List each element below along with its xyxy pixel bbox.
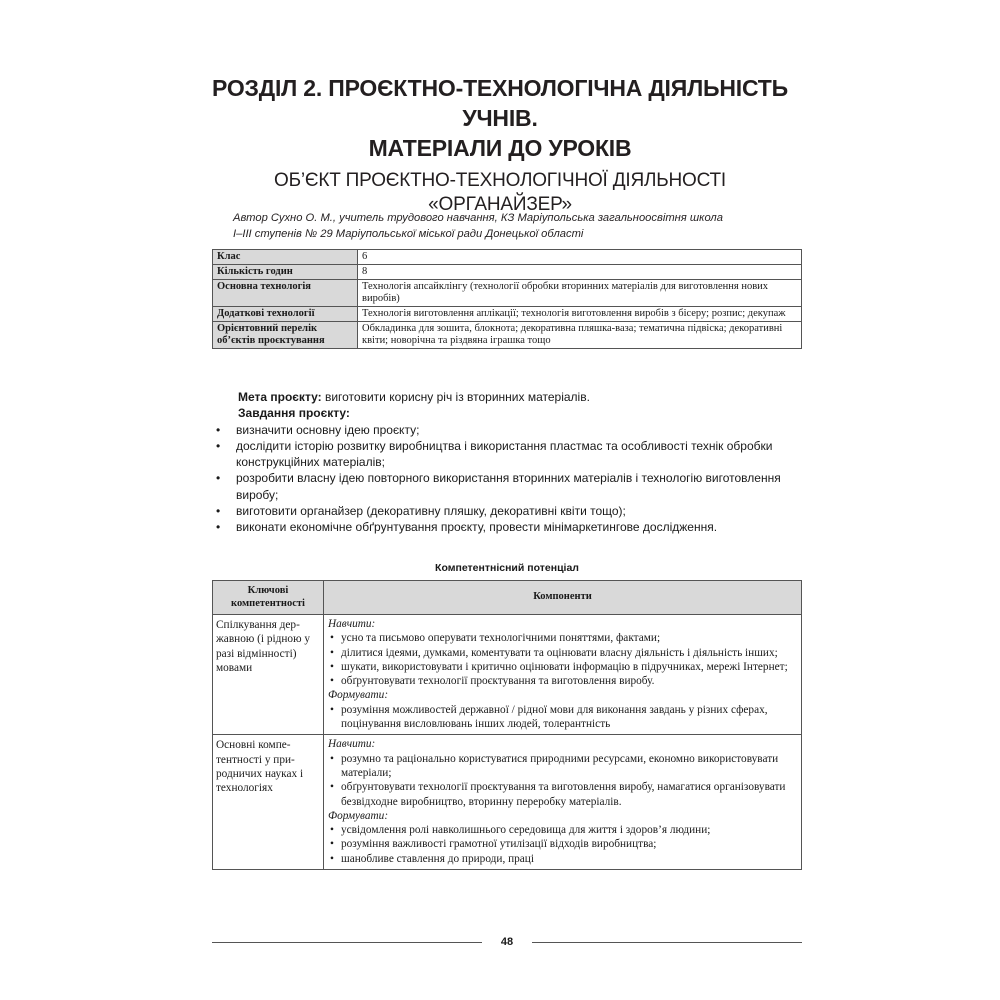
bullet-icon: • [330,632,334,645]
component-text: обґрунтовувати технології проєктування та виготовлення виробу, намагатися організовувати безвідходне виробництво, вторинну переробку матеріалів. [341,781,786,808]
form-list [328,703,797,732]
bullet-icon: • [216,422,221,437]
component-item [328,752,797,781]
tasks-list [212,422,806,536]
section-title [200,73,800,163]
info-row-additional-technologies [213,307,802,322]
task-item [212,422,806,438]
project-info-table [212,249,802,349]
component-text: розумно та раціонально користуватися природними ресурсами, економно використовувати матеріали; [341,752,779,779]
page-number: 48 [500,936,514,948]
bullet-icon: • [216,438,221,453]
info-row-hours [213,265,802,280]
component-item [328,837,797,851]
competence-name: Основні компетентності у природничих науках і технологіях [213,735,324,870]
info-key: Клас [213,250,358,265]
task-item [212,470,806,503]
header-components: Компоненти [324,581,802,615]
info-value: Технологія апсайклінгу (технології обробки вторинних матеріалів для виготовлення нових виробів) [358,280,802,307]
task-text: розробити власну ідею повторного використання вторинних матеріалів і технологію виготовлення виробу; [236,471,781,502]
component-text: обґрунтовувати технології проєктування та виготовлення виробу. [341,675,655,688]
section-title-line2: МАТЕРІАЛИ ДО УРОКІВ [368,135,632,161]
learn-label: Навчити: [328,618,376,630]
bullet-icon: • [216,520,221,535]
info-value: Технологія виготовлення аплікації; технологія виготовлення виробів з бісеру; розпис; декупаж [358,307,802,322]
component-item [328,823,797,837]
form-list [328,823,797,866]
info-row-class [213,250,802,265]
info-key: Основна технологія [213,280,358,307]
competence-table [212,580,802,870]
bullet-icon: • [330,752,334,765]
info-row-main-technology [213,280,802,307]
learn-list [328,752,797,809]
footer-rule-left [212,942,482,943]
bullet-icon: • [330,675,334,688]
bullet-icon: • [330,824,334,837]
info-key: Орієнтовний перелік об’єктів проєктування [213,322,358,349]
competence-row [213,735,802,870]
task-item [212,519,806,535]
task-text: дослідити історію розвитку виробництва і використання пластмас та особливості технік обробки конструкційних матеріалів; [236,438,773,470]
learn-label: Навчити: [328,738,376,751]
competence-components [324,735,802,870]
competence-components [324,615,802,735]
component-text: усвідомлення ролі навколишнього середовища для життя і здоров’я людини; [341,824,711,837]
info-value: 6 [358,250,802,265]
task-text: виготовити органайзер (декоративну пляшку, декоративні квіти тощо); [236,504,626,519]
project-goals [212,389,806,536]
component-item [328,852,797,866]
bullet-icon: • [216,471,221,486]
component-item [328,631,797,645]
component-item [328,646,797,660]
info-row-design-objects [213,322,802,349]
tasks-label: Завдання проєкту: [238,406,350,421]
bullet-icon: • [330,781,334,794]
component-item [328,780,797,809]
bullet-icon: • [330,646,334,659]
task-item [212,503,806,519]
component-text: шукати, використовувати і критично оцінювати інформацію в підручниках, мережі Інтернет; [341,660,788,673]
form-label: Формувати: [328,689,389,702]
component-item [328,660,797,674]
goal-text: виготовити корисну річ із вторинних матеріалів. [321,390,590,404]
bullet-icon: • [330,852,334,865]
bullet-icon: • [216,504,221,519]
component-text: розуміння важливості грамотної утилізації відходів виробництва; [341,838,657,851]
footer-rule-right [532,942,802,943]
competence-header-row [213,581,802,615]
goal-line [212,389,806,405]
object-title: ОБ’ЄКТ ПРОЄКТНО-ТЕХНОЛОГІЧНОЇ ДІЯЛЬНОСТІ «ОРГАНАЙЗЕР» [274,170,726,215]
component-item [328,674,797,688]
component-item [328,703,797,732]
component-text: ділитися ідеями, думками, коментувати та оцінювати власну діяльність і діяльність інших; [341,646,778,659]
learn-list [328,631,797,688]
info-key: Кількість годин [213,265,358,280]
author-line1: Автор Сухно О. М., учитель трудового навчання, КЗ Маріупольська загальноосвітня школа [233,212,723,224]
section-title-line1: РОЗДІЛ 2. ПРОЄКТНО-ТЕХНОЛОГІЧНА ДІЯЛЬНІСТЬ УЧНІВ. [212,75,788,131]
page-footer [212,935,802,949]
info-key: Додаткові технології [213,307,358,322]
competence-row [213,615,802,735]
author-line2: І–ІІІ ступенів № 29 Маріупольської міської ради Донецької області [233,228,584,240]
bullet-icon: • [330,703,334,716]
info-value: Обкладинка для зошита, блокнота; декоративна пляшка-ваза; тематична підвіска; декоративні квіти; новорічна та різдвяна іграшка тощо [358,322,802,349]
form-label: Формувати: [328,809,389,822]
component-text: розуміння можливостей державної / рідної мови для виконання завдань у різних сферах, поцінування висловлювань інших людей, толерантність [341,703,768,731]
bullet-icon: • [330,660,334,673]
competence-caption: Компетентнісний потенціал [435,562,579,574]
competence-name: Спілкування державною (і рідною у разі відмінності) мовами [213,615,324,735]
task-text: виконати економічне обґрунтування проєкту, провести мінімаркетингове дослідження. [236,520,718,535]
bullet-icon: • [330,838,334,851]
component-text: шанобливе ставлення до природи, праці [341,852,534,865]
task-item [212,438,806,471]
header-key-competences: Ключові компетентності [213,581,324,615]
author-credit [233,210,793,242]
goal-label: Мета проєкту: [238,390,322,404]
info-value: 8 [358,265,802,280]
component-text: усно та письмово оперувати технологічними поняттями, фактами; [341,632,661,645]
task-text: визначити основну ідею проєкту; [236,422,420,437]
